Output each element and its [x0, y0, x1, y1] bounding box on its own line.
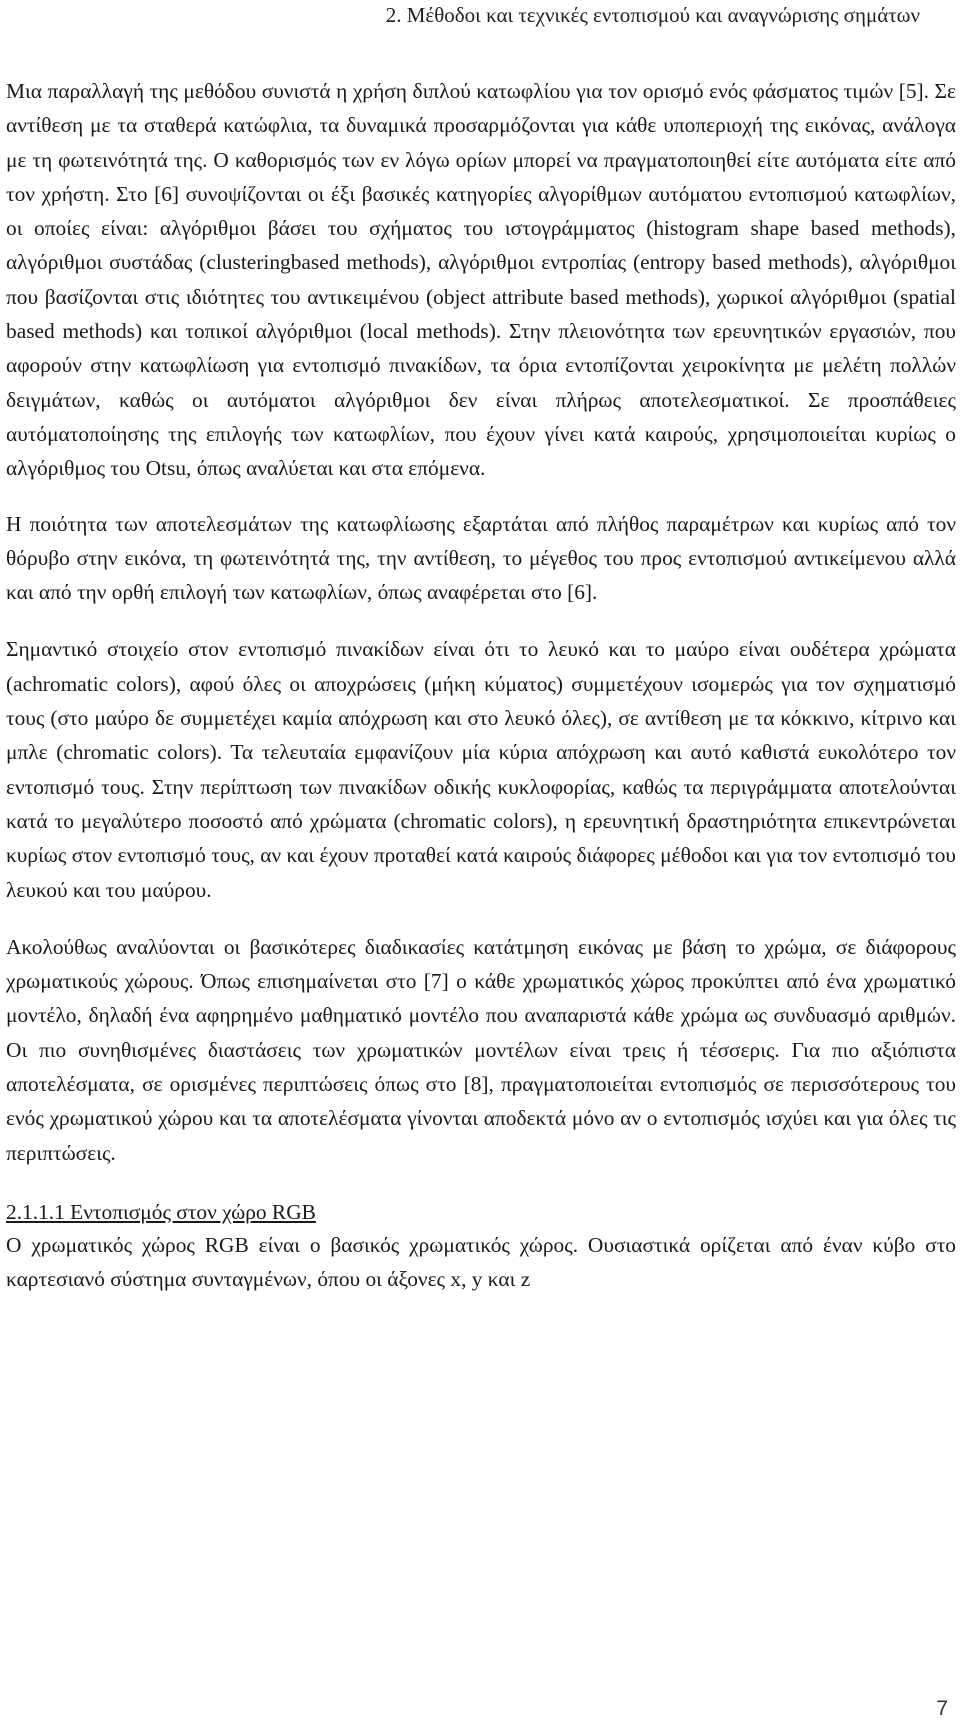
document-body	[6, 74, 956, 1297]
section-heading: 2.1.1.1 Εντοπισμός στον χώρο RGB	[6, 1199, 316, 1224]
paragraph-achromatic: Σημαντικό στοιχείο στον εντοπισμό πινακίδων είναι ότι το λευκό και το μαύρο είναι ουδέτερα χρώματα (achromatic colors), αφού όλες οι αποχρώσεις (μήκη κύματος) συμμετέχουν ισομερώς για τον σχηματισμό τους (στο μαύρο δε συμμετέχει καμία απόχρωση και στο λευκό όλες), σε αντίθεση με τα κόκκινο, κίτρινο και μπλε (chromatic colors). Τα τελευταία εμφανίζουν μία κύρια απόχρωση και αυτό καθιστά ευκολότερο τον εντοπισμό τους. Στην περίπτωση των πινακίδων οδικής κυκλοφορίας, καθώς τα περιγράμματα αποτελούνται κατά το μεγαλύτερο ποσοστό από χρώματα (chromatic colors), η ερευνητική δραστηριότητα επικεντρώνεται κυρίως στον εντοπισμό τους, αν και έχουν προταθεί κατά καιρούς διάφορες μέθοδοι και για τον εντοπισμό του λευκού και του μαύρου.	[6, 637, 956, 902]
paragraph-thresholding: Μια παραλλαγή της μεθόδου συνιστά η χρήση διπλού κατωφλίου για τον ορισμό ενός φάσματος τιμών [5]. Σε αντίθεση με τα σταθερά κατώφλια, τα δυναμικά προσαρμόζονται για κάθε υποπεριοχή της εικόνας, ανάλογα με τη φωτεινότητά της. Ο καθορισμός των εν λόγω ορίων μπορεί να πραγματοποιηθεί είτε αυτόματα είτε από τον χρήστη. Στο [6] συνοψίζονται οι έξι βασικές κατηγορίες αλγορίθμων αυτόματου εντοπισμού κατωφλίων, οι οποίες είναι: αλγόριθμοι βάσει του σχήματος του ιστογράμματος (histogram shape based methods), αλγόριθμοι συστάδας (clusteringbased methods), αλγόριθμοι εντροπίας (entropy based methods), αλγόριθμοι που βασίζονται στις ιδιότητες του αντικειμένου (object attribute based methods), χωρικοί αλγόριθμοι (spatial based methods) και τοπικοί αλγόριθμοι (local methods). Στην πλειονότητα των ερευνητικών εργασιών, που αφορούν στην κατωφλίωση για εντοπισμό πινακίδων, τα όρια εντοπίζονται χειροκίνητα με μελέτη πολλών δειγμάτων, καθώς οι αυτόματοι αλγόριθμοι δεν είναι πλήρως αποτελεσματικοί. Σε προσπάθειες αυτόματοποίησης της επιλογής των κατωφλίων, που έχουν γίνει κατά καιρούς, χρησιμοποιείται κυρίως ο αλγόριθμος του Otsu, όπως αναλύεται και στα επόμενα.	[6, 79, 956, 481]
paragraph-rgb: Ο χρωματικός χώρος RGB είναι ο βασικός χρωματικός χώρος. Ουσιαστικά ορίζεται από έναν κύβο στο καρτεσιανό σύστημα συνταγμένων, όπου οι άξονες x, y και z	[6, 1232, 956, 1292]
paragraph-color-spaces: Ακολούθως αναλύονται οι βασικότερες διαδικασίες κατάτμηση εικόνας με βάση το χρώμα, σε διάφορους χρωματικούς χώρους. Όπως επισημαίνεται στο [7] ο κάθε χρωματικός χώρος προκύπτει από ένα χρωματικό μοντέλο, δηλαδή ένα αφηρημένο μαθηματικό μοντέλο που αναπαριστά κάθε χρώμα ως συνδυασμό αριθμών. Οι πιο συνηθισμένες διαστάσεις των χρωματικών μοντέλων είναι τρεις ή τέσσερις. Για πιο αξιόπιστα αποτελέσματα, σε ορισμένες περιπτώσεις όπως στο [8], πραγματοποιείται εντοπισμός σε περισσότερους του ενός χρωματικού χώρου και τα αποτελέσματα γίνονται αποδεκτά μόνο αν ο εντοπισμός ισχύει και για όλες τις περιπτώσεις.	[6, 934, 956, 1165]
running-header: 2. Μέθοδοι και τεχνικές εντοπισμού και αναγνώρισης σημάτων	[385, 3, 920, 27]
paragraph-quality: Η ποιότητα των αποτελεσμάτων της κατωφλίωσης εξαρτάται από πλήθος παραμέτρων και κυρίως από τον θόρυβο στην εικόνα, τη φωτεινότητά της, την αντίθεση, το μέγεθος του προς εντοπισμού αντικείμενου αλλά και από την ορθή επιλογή των κατωφλίων, όπως αναφέρεται στο [6].	[6, 511, 956, 605]
page-number: 7	[936, 1697, 948, 1720]
